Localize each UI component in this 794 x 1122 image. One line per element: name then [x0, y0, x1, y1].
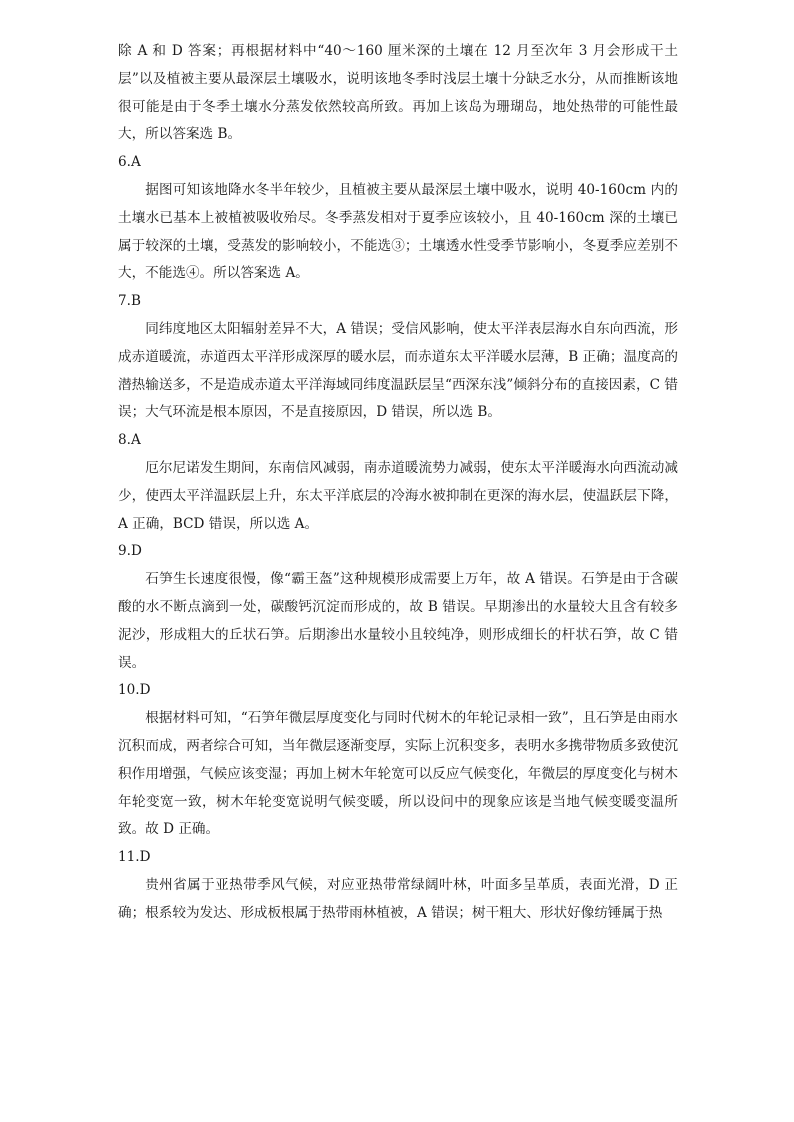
- question-number: 10.D: [118, 682, 151, 699]
- question-number: 11.D: [118, 849, 151, 866]
- explanation-paragraph: 同纬度地区太阳辐射差异不大，A 错误；受信风影响，使太平洋表层海水自东向西流，形成赤道暖流，赤道西太平洋形成深厚的暖水层，而赤道东太平洋暖水层薄，B 正确；温度高的潜热输送多，不是造成赤道太平洋海域同纬度温跃层呈“西深东浅”倾斜分布的直接因素，C 错误；大气环流是根本原因，不是直接原因，D 错误，所以选 B。: [118, 320, 678, 421]
- question-number: 7.B: [118, 293, 141, 310]
- answer-explanations: [118, 38, 678, 928]
- explanation-paragraph: 据图可知该地降水冬半年较少，且植被主要从最深层土壤中吸水，说明 40-160cm 内的土壤水已基本上被植被吸收殆尽。冬季蒸发相对于夏季应该较小，且 40-160cm 深的土壤已属于较深的土壤，受蒸发的影响较小，不能选③；土壤透水性受季节影响小，冬夏季应差别不大，不能选④。所以答案选 A。: [118, 181, 678, 282]
- explanation-paragraph: 除 A 和 D 答案；再根据材料中“40～160 厘米深的土壤在 12 月至次年 3 月会形成干土层”以及植被主要从最深层土壤吸水，说明该地冬季时浅层土壤十分缺乏水分，从而推断该地很可能是由于冬季土壤水分蒸发依然较高所致。再加上该岛为珊瑚岛，地处热带的可能性最大，所以答案选 B。: [118, 43, 678, 143]
- explanation-paragraph: 石笋生长速度很慢，像“霸王盔”这种规模形成需要上万年，故 A 错误。石笋是由于含碳酸的水不断点滴到一处，碳酸钙沉淀而形成的，故 B 错误。早期渗出的水量较大且含有较多泥沙，形成粗大的丘状石笋。后期渗出水量较小且较纯净，则形成细长的杆状石笋，故 C 错误。: [118, 571, 678, 671]
- question-number: 6.A: [118, 154, 141, 171]
- explanation-paragraph: 厄尔尼诺发生期间，东南信风减弱，南赤道暖流势力减弱，使东太平洋暖海水向西流动减少，使西太平洋温跃层上升，东太平洋底层的冷海水被抑制在更深的海水层，使温跃层下降，A 正确，BCD 错误，所以选 A。: [118, 459, 678, 532]
- question-number: 8.A: [118, 432, 141, 449]
- question-number: 9.D: [118, 543, 142, 560]
- explanation-paragraph: 根据材料可知，“石笋年微层厚度变化与同时代树木的年轮记录相一致”，且石笋是由雨水沉积而成，两者综合可知，当年微层逐渐变厚，实际上沉积变多，表明水多携带物质多致使沉积作用增强，气候应该变湿；再加上树木年轮宽可以反应气候变化，年微层的厚度变化与树木年轮变宽一致，树木年轮变宽说明气候变暖，所以设问中的现象应该是当地气候变暖变温所致。故 D 正确。: [118, 710, 678, 838]
- explanation-paragraph: 贵州省属于亚热带季风气候，对应亚热带常绿阔叶林，叶面多呈革质，表面光滑，D 正确；根系较为发达、形成板根属于热带雨林植被，A 错误；树干粗大、形状好像纺锤属于热: [118, 876, 678, 921]
